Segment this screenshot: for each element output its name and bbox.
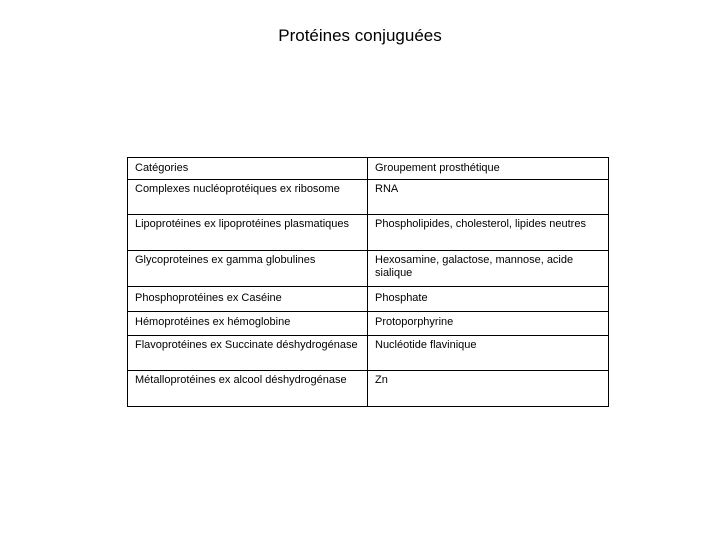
- table-cell-category: Glycoproteines ex gamma globulines: [128, 251, 368, 287]
- table-header-row: [128, 158, 609, 180]
- table-row: [128, 312, 609, 336]
- table-row: [128, 180, 609, 215]
- table-row: [128, 287, 609, 312]
- table-cell-group: Hexosamine, galactose, mannose, acide sialique: [368, 251, 609, 287]
- table-row: [128, 215, 609, 251]
- table-row: [128, 251, 609, 287]
- table-cell-group: Protoporphyrine: [368, 312, 609, 336]
- table-row: [128, 336, 609, 371]
- table-cell-category: Complexes nucléoprotéiques ex ribosome: [128, 180, 368, 215]
- table-row: [128, 371, 609, 407]
- data-table: [127, 157, 609, 407]
- table-cell-category: Hémoprotéines ex hémoglobine: [128, 312, 368, 336]
- table-cell-group: Zn: [368, 371, 609, 407]
- header-categories: Catégories: [128, 158, 368, 180]
- table-cell-group: Phospholipides, cholesterol, lipides neutres: [368, 215, 609, 251]
- page-title: Protéines conjuguées: [278, 26, 442, 45]
- table-cell-category: Lipoprotéines ex lipoprotéines plasmatiques: [128, 215, 368, 251]
- conjugated-proteins-table: [127, 157, 608, 407]
- header-prosthetic-group: Groupement prosthétique: [368, 158, 609, 180]
- table-cell-category: Flavoprotéines ex Succinate déshydrogénase: [128, 336, 368, 371]
- table-cell-group: Phosphate: [368, 287, 609, 312]
- table-cell-group: RNA: [368, 180, 609, 215]
- table-cell-category: Phosphoprotéines ex Caséine: [128, 287, 368, 312]
- table-cell-group: Nucléotide flavinique: [368, 336, 609, 371]
- table-cell-category: Métalloprotéines ex alcool déshydrogénase: [128, 371, 368, 407]
